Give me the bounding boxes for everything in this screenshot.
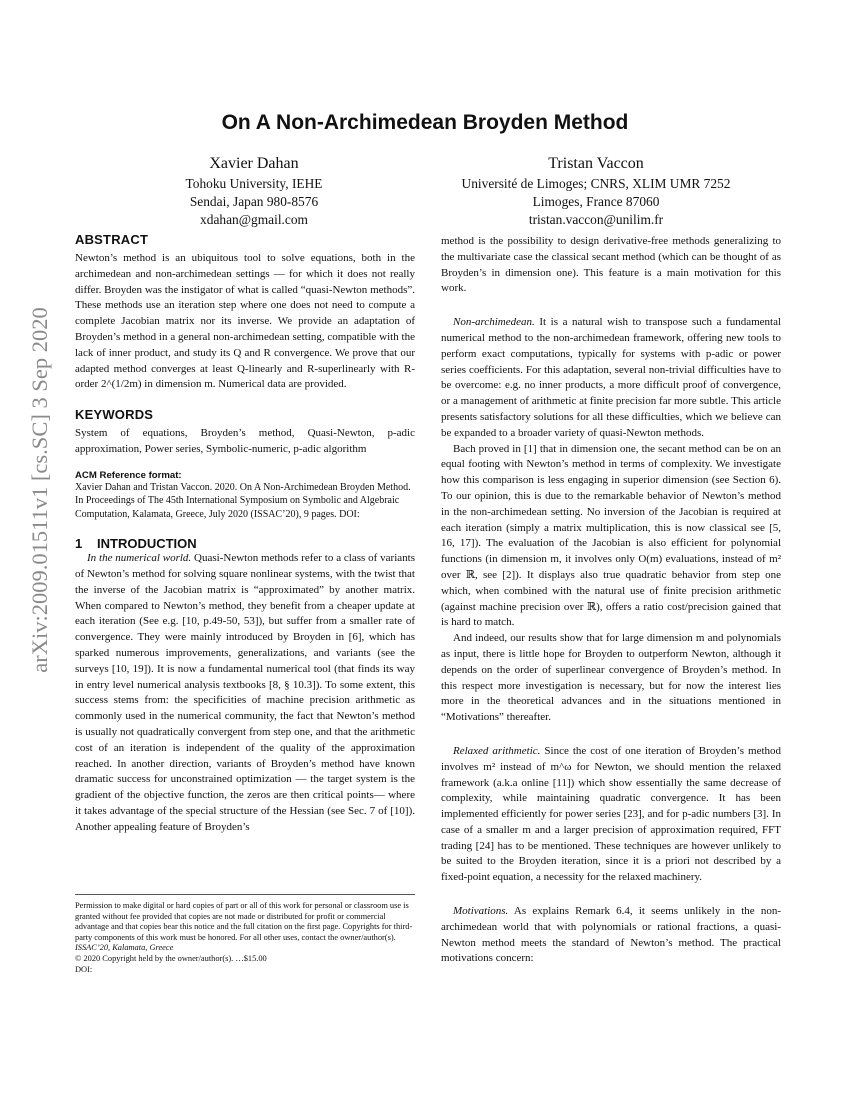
abstract-text: Newton’s method is an ubiquitous tool to solve equations, both in the archimedean and non-archimedean settings — for which it does not really differ. Broyden was the instigator of what is called “quasi-Newton methods”. These methods use an iteration step where one does not need to compute a complete Jacobian matrix nor its inverse. We provide an adaptation of Broyden’s method in a general non-archimedean setting, compatible with the lack of inner product, and study its Q and R convergence. We prove that our adapted method converges at least Q-linearly and R-superlinearly with R-order 2^(1/2m) in dimension m. Numerical data are provided. [75,252,415,391]
venue-text: ISSAC’20, Kalamata, Greece [75,943,174,953]
author-email: xdahan@gmail.com [200,212,308,227]
body-paragraph [441,315,781,441]
paragraph-lead: Motivations. [453,905,509,918]
author-affiliation: Tohoku University, IEHE [185,176,323,191]
body-paragraph: method is the possibility to design derivative-free methods generalizing to the multivariate case the classical secant method (which can be thought of as Broyden’s in dimension one). This feature is a main motivation for this work. [441,235,781,295]
author-address: Limoges, France 87060 [532,194,660,209]
arxiv-stamp-text: arXiv:2009.01511v1 [cs.SC] 3 Sep 2020 [27,307,52,673]
keywords-text: System of equations, Broyden’s method, Quasi-Newton, p-adic approximation, Power series, Symbolic-numeric, p-adic algorithm [75,427,415,455]
abstract-heading: ABSTRACT [75,232,149,247]
paragraph-lead: In the numerical world. [87,552,192,565]
section-heading-introduction [75,536,415,551]
right-column [441,234,781,967]
paragraph-text: It is a natural wish to transpose such a fundamental numerical method to the non-archimedean framework, offering new tools to perform exact computations, typically for systems with p-adic or power series coefficients. For this adaptation, several non-trivial difficulties have to be overcome: e.g. no inner products, a more difficult proof of convergence, or a management of arithmetic at finite precision far more subtle. This article presents satisfactory solutions for all these difficulties, which we believe can be expanded to a broader variety of quasi-Newton methods. [441,316,782,439]
paragraph-text: Quasi-Newton methods refer to a class of variants of Newton’s method for solving square nonlinear systems, with the twist that the inverse of the Jacobian matrix is “approximated” by another matrix. When compared to Newton’s method, they benefit from a cheaper update at each iteration (See e.g. [10, p.49-50, 53]), but suffer from a smaller rate of convergence. They were mainly introduced by Broyden in [6], which has sparked numerous improvements, generalizations, and variants (see the surveys [10, 19]). It is now a fundamental numerical tool (that finds its way in entry level numerical analysis textbooks [8, § 10.3]). To some extent, this success stems from: the specificities of machine precision arithmetic as commonly used in the numerical community, the fact that Newton’s method is usually not quadratically convergent from step one, and that the arithmetic cost of an iteration is independent of the quality of the approximation reached. In another direction, variants of Broyden’s method have known dramatic success for unconstrained optimization — the target system is the gradient of the objective function, the zeros are then critical points— where it takes advantage of the special structure of the Hessian (see Sec. 7 of [10]). Another appealing feature of Broyden’s [75,552,415,833]
paragraph-text: As explains Remark 6.4, it seems unlikely in the non-archimedean world that with polynomials or rational fractions, a quasi-Newton method meets the standard of Newton’s method. The practical motivations concern: [441,905,781,965]
body-paragraph: And indeed, our results show that for large dimension m and polynomials as input, there is little hope for Broyden to outperform Newton, although it depends on the order of superlinear convergence of Broyden’s method. In this respect more investigation is necessary, but for now the interest lies more in the theoretical advances and in the situations mentioned in “Motivations” thereafter. [441,632,781,724]
body-paragraph: Bach proved in [1] that in dimension one, the secant method can be on an equal footing with Newton’s method in terms of complexity. We investigate how this comparison is less engaging in superior dimension (see Section 6). To our opinion, this is due to the remarkable behavior of Newton’s method in the non-archimedean setting. No inversion of the Jacobian is required at each iteration (simply a matrix multiplication, this is now classical see [5, 16, 17]). The evaluation of the Jacobian is also efficient for polynomial functions (in dimension m, it involves only O(m) evaluations, instead of m² over ℝ, see [2]). It displays also true quadratic behavior from step one which, when combined with the natural use of finite precision arithmetic (against machine precision over ℝ), offers a ratio cost/precision gained that is hard to match. [441,442,781,629]
body-paragraph [441,904,781,967]
paragraph-text: Since the cost of one iteration of Broyden’s method involves m² instead of m^ω for Newton, we should mention the relaxed framework (a.k.a online [11]) which show essentially the same decrease of complexity, while maintaining quadratic convergence. It has been implemented efficiently for power series [23], and for p-adic numbers [3]. In case of a smaller m and a larger precision of approximation required, FFT trading [24] has to be mentioned. These techniques are however unlikely to be suited to the Broyden iteration, since it is a priori not described by a fixed-point equation, a necessity for the relaxed machinery. [441,744,782,884]
author-email: tristan.vaccon@unilim.fr [528,212,664,227]
section-title: INTRODUCTION [97,536,197,552]
author-affiliation: Université de Limoges; CNRS, XLIM UMR 7252 [461,176,731,191]
acm-reference-heading: ACM Reference format: [75,469,182,481]
body-paragraph [441,744,781,886]
author-name: Tristan Vaccon [548,155,644,172]
permission-text: Permission to make digital or hard copies of part or all of this work for personal or classroom use is granted without fee provided that copies are not made or distributed for profit or commercial advantage and that copies bear this notice and the full citation on the first page. Copyrights for third-party components of this work must be honored. For all other uses, contact the owner/author(s). [75,901,413,942]
keywords-heading: KEYWORDS [75,407,154,423]
paragraph-lead: Relaxed arithmetic. [453,744,541,757]
copyright-text: © 2020 Copyright held by the owner/author(s). …$15.00 [75,953,267,963]
author-block-1 [104,153,404,229]
paragraph-lead: Non-archimedean. [453,316,535,329]
footnote-permission [75,894,415,975]
intro-paragraph [75,551,415,835]
author-name: Xavier Dahan [209,155,299,172]
left-column [75,232,415,836]
acm-reference-text: Xavier Dahan and Tristan Vaccon. 2020. On A Non-Archimedean Broyden Method. In Proceedings of The 45th International Symposium on Symbolic and Algebraic Computation, Kalamata, Greece, July 2020 (ISSAC’20), 9 pages. DOI: [75,481,411,520]
section-number: 1 [75,536,83,552]
author-block-2 [446,153,746,229]
doi-text: DOI: [75,964,93,974]
arxiv-stamp [22,300,58,680]
author-address: Sendai, Japan 980-8576 [189,194,319,209]
paper-title: On A Non-Archimedean Broyden Method [221,111,629,134]
